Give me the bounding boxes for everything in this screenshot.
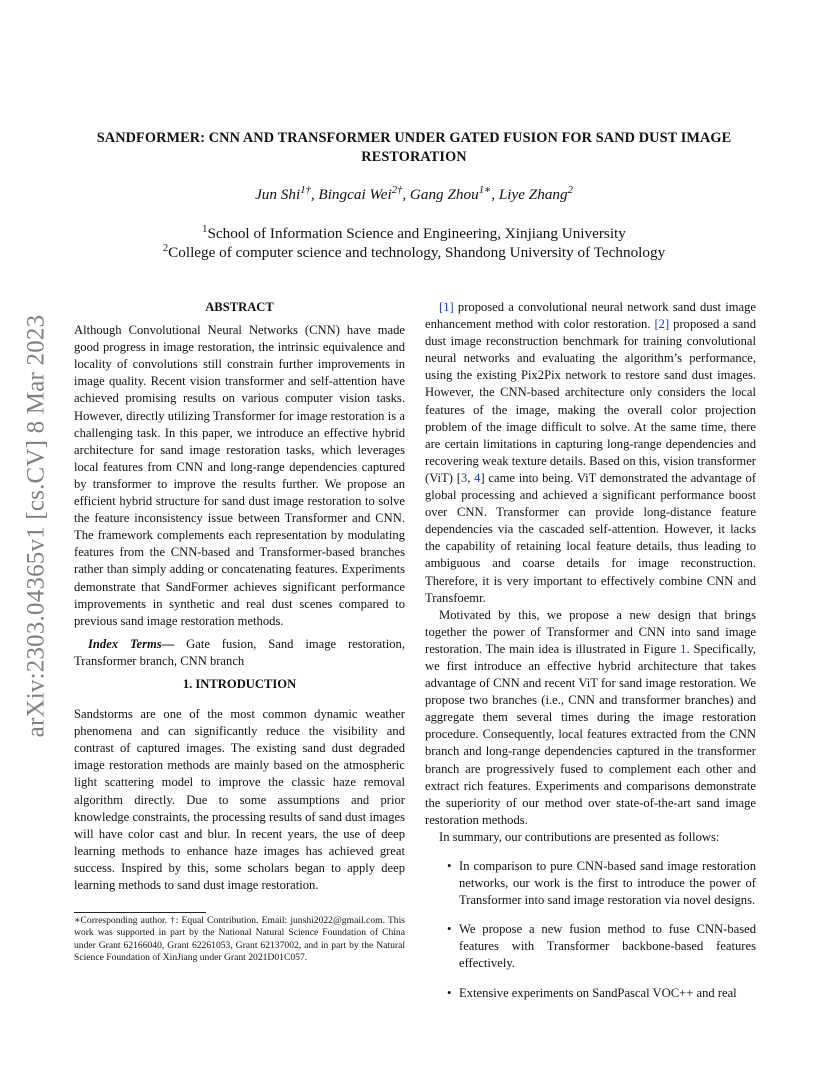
introduction-heading: 1. INTRODUCTION [182, 676, 297, 691]
list-item: • Extensive experiments on SandPascal VOC++ and real [425, 985, 756, 1002]
arxiv-identifier [16, 286, 56, 766]
author-4: Liye Zhang$^2$ [498, 184, 573, 203]
affiliation-1: $^1$School of Information Science and Engineering, Xinjiang University [202, 223, 626, 242]
left-column [74, 299, 405, 894]
footnote-rule [74, 912, 206, 913]
contributions-intro: In summary, our contributions are presented as follows: [439, 829, 720, 844]
author-3: Gang Zhou$^{1∗}$ [409, 184, 492, 203]
bullet-icon: • [447, 985, 452, 1000]
citation-link[interactable]: 3 [460, 470, 468, 485]
citation-link[interactable]: 4 [474, 470, 481, 485]
bullet-icon: • [447, 859, 452, 873]
index-terms: Index Terms— Gate fusion, Sand image restoration, Transformer branch, CNN branch [74, 636, 405, 668]
intro-paragraph-2: [1] proposed a convolutional neural network sand dust image enhancement method with color restoration. [2] proposed a sand dust image reconstruction benchmark for training convolutional neural networks and evaluating the algorithm’s performance, using the existing Pix2Pix network to restore sand dust images. However, the CNN-based architecture only considers the local features of the image, making the overall color projection problem of the image difficult to solve. At the same time, there are certain limitations in capturing long-range dependencies and recovering weak texture details. Based on this, vision transformer (ViT) [3, 4] came into being. ViT demonstrated the advantage of global processing and achieved a significant performance boost over CNN. Transformer can provide long-distance feature dependencies via the cascaded self-attention. However, it lacks the capability of retaining local feature details, thus leading to ambiguous and coarse details for image reconstruction. Therefore, it is very important to effectively combine CNN and Transfoemr. [425, 300, 757, 605]
right-column [425, 299, 756, 1014]
contributions-list [425, 858, 756, 1002]
abstract-heading: ABSTRACT [205, 300, 274, 314]
footnote: ∗Corresponding author. †: Equal Contribution. Email: junshi2022@gmail.com. This work was supported in part by the National Natural Science Foundation of China under Grant 62166040, Grant 62261053, Grant 62137002, and in part by the Natural Science Foundation of XinJiang under Grant 2021D01C057. [74, 915, 405, 964]
bullet-icon: • [447, 922, 452, 937]
author-2: Bingcai Wei$^{2\dagger}$ [318, 184, 403, 203]
author-list: Jun Shi$^{1\dagger}$, Bingcai Wei$^{2\dagger}$, Gang Zhou$^{1∗}$, Liye Zhang$^2$ [255, 184, 573, 203]
abstract-text: Although Convolutional Neural Networks (CNN) have made good progress in image restoration, the intrinsic equivalence and locality of convolutions still constrain further improvements in image quality. Recent vision transformer and self-attention have achieved promising results on various computer vision tasks. However, directly utilizing Transformer for image restoration is a challenging task. In this paper, we introduce an effective hybrid architecture for sand image restoration tasks, which leverages local features from CNN and long-range dependencies captured by transformer to improve the results further. We propose an efficient hybrid structure for sand dust image restoration to solve the feature inconsistency issue between Transformer and CNN. The framework complements each representation by modulating features from the CNN-based and Transformer-based branches rather than simply adding or concatenating features. Experiments demonstrate that SandFormer achieves significant performance improvements in synthetic and real dust scenes compared to previous sand image restoration methods. [74, 323, 405, 628]
affiliation-2: $^2$College of computer science and technology, Shandong University of Technology [162, 242, 666, 261]
citation-link[interactable]: [2] [654, 317, 670, 332]
introduction-paragraph-1: Sandstorms are one of the most common dynamic weather phenomena and can significantly reduce the visibility and contrast of captured images. The existing sand dust degraded image restoration methods are mainly based on the atmospheric light scattering model to improve the classic haze removal algorithm directly. Due to some assumptions and prior knowledge constraints, the processing results of sand dust images will have color cast and blur. In recent years, the use of deep learning methods to enhance haze images has achieved great success. Inspired by this, some scholars began to apply deep learning methods to sand dust image restoration. [74, 707, 405, 892]
list-item: • We propose a new fusion method to fuse CNN-based features with Transformer backbone-based features effectively. [447, 922, 756, 971]
figure-reference-link[interactable]: 1 [680, 641, 687, 656]
arxiv-id-text: arXiv:2303.04365v1 [cs.CV] 8 Mar 2023 [22, 314, 49, 738]
citation-link[interactable]: [1] [439, 300, 454, 314]
list-item: • In comparison to pure CNN-based sand image restoration networks, our work is the first to introduce the power of Transformer into sand image restoration via novel designs. [447, 859, 756, 908]
paper-title: SANDFORMER: CNN AND TRANSFORMER UNDER GATED FUSION FOR SAND DUST IMAGE RESTORATION [96, 130, 732, 165]
author-1: Jun Shi$^{1\dagger}$ [255, 184, 311, 203]
intro-paragraph-3: Motivated by this, we propose a new design that brings together the power of Transformer and CNN into sand image restoration. The main idea is illustrated in Figure 1. Specifically, we first introduce an effective hybrid architecture that takes advantage of CNN and recent ViT for sand image restoration. We propose two branches (i.e., CNN and transformer branches) and aggregate them several times during the image restoration procedure. Consequently, local features extracted from the CNN branch and long-range dependencies captured in the transformer branch are progressively fused to complement each other and extract rich features. Experiments and comparisons demonstrate the superiority of our method over state-of-the-art sand image restoration methods. [425, 607, 756, 827]
